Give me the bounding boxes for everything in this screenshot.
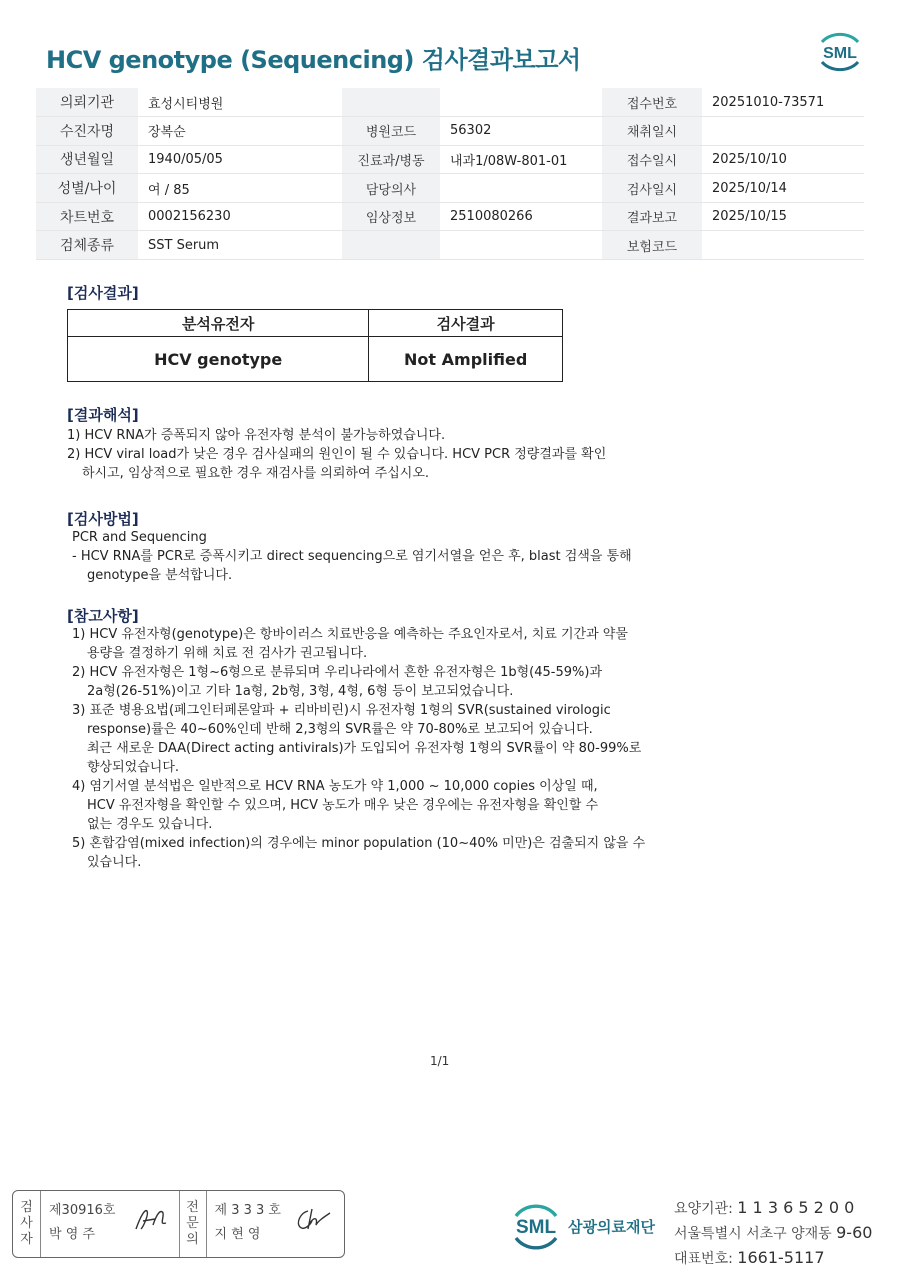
- info-row: [36, 88, 864, 117]
- info-row: [36, 174, 864, 203]
- patient-info-table: [36, 88, 864, 260]
- info-row: [36, 231, 864, 260]
- info-value: 20251010-73571: [702, 88, 864, 117]
- interpretation-line: 2) HCV viral load가 낮은 경우 검사실패의 원인이 될 수 있습니다. HCV PCR 정량결과를 확인: [67, 447, 607, 462]
- page-number: 1/1: [430, 1054, 450, 1068]
- info-value: 장복순: [138, 117, 342, 146]
- method-line: genotype을 분석합니다.: [87, 568, 233, 583]
- sml-logo: [814, 28, 866, 74]
- info-label: [342, 231, 440, 260]
- gene-name: HCV genotype: [68, 337, 369, 382]
- info-label: 병원코드: [342, 117, 440, 146]
- info-label: 담당의사: [342, 174, 440, 203]
- info-value: 0002156230: [138, 202, 342, 231]
- method-text: [72, 528, 632, 585]
- info-label: 검체종류: [36, 231, 138, 260]
- info-value: [440, 174, 602, 203]
- specialist-license-no: 제 3 3 3 호: [214, 1203, 281, 1218]
- method-line: PCR and Sequencing: [72, 530, 207, 545]
- reference-text: [72, 625, 645, 872]
- info-value: 효성시티병원: [138, 88, 342, 117]
- reference-line: 없는 경우도 있습니다.: [87, 817, 213, 832]
- tester-label: [13, 1191, 41, 1257]
- info-label: 검사일시: [602, 174, 702, 203]
- tester-signature: [41, 1191, 179, 1257]
- result-table: [67, 309, 563, 382]
- reference-line: 2) HCV 유전자형은 1형~6형으로 분류되며 우리나라에서 흔한 유전자형은 1b형(45-59%)과: [72, 665, 602, 680]
- info-label: 성별/나이: [36, 174, 138, 203]
- info-label: 임상정보: [342, 202, 440, 231]
- gene-column-header: 분석유전자: [68, 310, 369, 337]
- info-value: [440, 231, 602, 260]
- phone-value: 1661-5117: [737, 1248, 825, 1267]
- reference-line: response)률은 40~60%인데 반해 2,3형의 SVR률은 약 70-80%로 보고되어 있습니다.: [87, 722, 593, 737]
- info-row: [36, 202, 864, 231]
- tester-label-char: 사: [20, 1216, 33, 1231]
- specialist-signature: [207, 1191, 345, 1257]
- specialist-label-char: 전: [186, 1200, 199, 1215]
- method-section-title: [검사방법]: [67, 510, 139, 528]
- info-value: SST Serum: [138, 231, 342, 260]
- info-label: 보험코드: [602, 231, 702, 260]
- signature-box: [12, 1190, 345, 1258]
- footer-logo-text: SML: [515, 1217, 557, 1238]
- result-section-title: [검사결과]: [67, 284, 139, 302]
- info-value: 내과1/08W-801-01: [440, 145, 602, 174]
- info-value: [702, 117, 864, 146]
- institution-code-value: 1 1 3 6 5 2 0 0: [737, 1198, 855, 1217]
- interpretation-section-title: [결과해석]: [67, 406, 139, 424]
- info-row: [36, 145, 864, 174]
- result-column-header: 검사결과: [369, 310, 563, 337]
- specialist-name: 지 현 영: [214, 1227, 261, 1242]
- info-label: 생년월일: [36, 145, 138, 174]
- specialist-label: [179, 1191, 207, 1257]
- specialist-label-char: 문: [186, 1216, 199, 1231]
- info-label: 차트번호: [36, 202, 138, 231]
- specialist-handwritten-signature: [294, 1205, 334, 1235]
- info-label: 진료과/병동: [342, 145, 440, 174]
- info-value: [440, 88, 602, 117]
- report-title: HCV genotype (Sequencing) 검사결과보고서: [46, 46, 581, 74]
- tester-label-char: 검: [20, 1200, 33, 1215]
- tester-license-no: 제30916호: [49, 1203, 116, 1218]
- tester-name: 박 영 주: [49, 1227, 95, 1242]
- reference-line: 3) 표준 병용요법(페그인터페론알파 + 리바비린)시 유전자형 1형의 SVR(sustained virologic: [72, 703, 611, 718]
- reference-line: 5) 혼합감염(mixed infection)의 경우에는 minor population (10~40% 미만)은 검출되지 않을 수: [72, 836, 646, 851]
- phone-label: 대표번호:: [674, 1251, 733, 1267]
- reference-line: 2a형(26-51%)이고 기타 1a형, 2b형, 3형, 4형, 6형 등이 보고되었습니다.: [87, 684, 514, 699]
- info-value: 2025/10/14: [702, 174, 864, 203]
- interpretation-line: 하시고, 임상적으로 필요한 경우 재검사를 의뢰하여 주십시오.: [82, 466, 430, 481]
- reference-line: 1) HCV 유전자형(genotype)은 항바이러스 치료반응을 예측하는 주요인자로서, 치료 기간과 약물: [72, 627, 628, 642]
- info-label: 접수번호: [602, 88, 702, 117]
- reference-line: 향상되었습니다.: [87, 760, 180, 775]
- info-label: 수진자명: [36, 117, 138, 146]
- method-line: - HCV RNA를 PCR로 증폭시키고 direct sequencing으로 염기서열을 얻은 후, blast 검색을 통해: [72, 549, 632, 564]
- tester-handwritten-signature: [133, 1205, 169, 1235]
- info-label: [342, 88, 440, 117]
- footer-sml-logo-mark: [508, 1198, 564, 1254]
- reference-line: HCV 유전자형을 확인할 수 있으며, HCV 농도가 매우 낮은 경우에는 유전자형을 확인할 수: [87, 798, 599, 813]
- tester-label-char: 자: [20, 1232, 33, 1247]
- institution-code-label: 요양기관:: [674, 1201, 733, 1217]
- info-value: 1940/05/05: [138, 145, 342, 174]
- reference-line: 4) 염기서열 분석법은 일반적으로 HCV RNA 농도가 약 1,000 ~ 10,000 copies 이상일 때,: [72, 779, 598, 794]
- info-value: [702, 231, 864, 260]
- info-value: 2025/10/15: [702, 202, 864, 231]
- footer-org-name: 삼광의료재단: [568, 1217, 655, 1236]
- info-label: 의뢰기관: [36, 88, 138, 117]
- reference-line: 용량을 결정하기 위해 치료 전 검사가 권고됩니다.: [87, 646, 368, 661]
- info-value: 2025/10/10: [702, 145, 864, 174]
- info-value: 2510080266: [440, 202, 602, 231]
- info-label: 결과보고: [602, 202, 702, 231]
- reference-line: 최근 새로운 DAA(Direct acting antivirals)가 도입되어 유전자형 1형의 SVR률이 약 80-99%로: [87, 741, 642, 756]
- reference-section-title: [참고사항]: [67, 607, 139, 625]
- info-label: 채취일시: [602, 117, 702, 146]
- info-value: 56302: [440, 117, 602, 146]
- footer-logo: [508, 1198, 655, 1254]
- address-number: 9-60: [836, 1223, 873, 1242]
- reference-line: 있습니다.: [87, 855, 142, 870]
- info-value: 여 / 85: [138, 174, 342, 203]
- footer-info: [674, 1196, 872, 1271]
- interpretation-text: [67, 426, 606, 483]
- info-row: [36, 117, 864, 146]
- address-text: 서울특별시 서초구 양재동: [674, 1226, 832, 1242]
- specialist-label-char: 의: [186, 1232, 199, 1247]
- interpretation-line: 1) HCV RNA가 증폭되지 않아 유전자형 분석이 불가능하였습니다.: [67, 428, 446, 443]
- result-value: Not Amplified: [369, 337, 563, 382]
- info-label: 접수일시: [602, 145, 702, 174]
- sml-logo-text: SML: [823, 45, 857, 62]
